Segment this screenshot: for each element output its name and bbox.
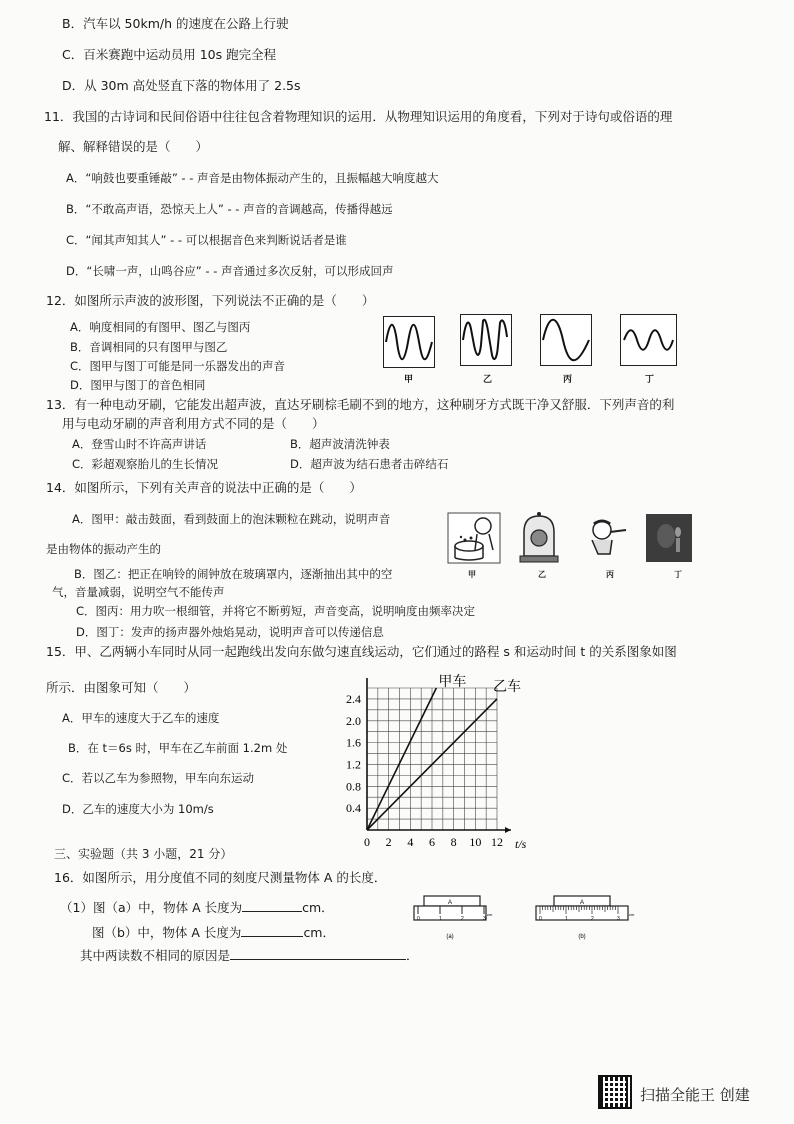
q15-stem-line1: 15．甲、乙两辆小车同时从同一起跑线出发向东做匀速直线运动，它们通过的路程 s 和运动时间 t 的关系图象如图 bbox=[46, 644, 677, 659]
q11-option-c: C．“闻其声知其人” - - 可以根据音色来判断说话者是谁 bbox=[66, 233, 347, 247]
distance-time-chart bbox=[322, 672, 534, 854]
q14-option-a-line2: 是由物体的振动产生的 bbox=[46, 542, 161, 556]
waveform-yi bbox=[460, 314, 512, 366]
picture-label-yi: 乙 bbox=[538, 570, 546, 579]
q14-option-c: C．图丙：用力吹一根细管，并将它不断剪短，声音变高，说明响度由频率决定 bbox=[76, 604, 476, 618]
q16-part1-c-text: 其中两读数不相同的原因是 bbox=[80, 948, 231, 963]
q15-stem-line2: 所示．由图象可知（ ） bbox=[46, 680, 197, 695]
q11-stem-line2: 解、解释错误的是（ ） bbox=[58, 139, 209, 154]
q12-option-b: B．音调相同的只有图甲与图乙 bbox=[70, 340, 228, 354]
q13-stem-line1: 13．有一种电动牙刷，它能发出超声波，直达牙刷棕毛刷不到的地方，这种刷牙方式既干净又舒服．下列声音的利 bbox=[46, 397, 675, 412]
waveform-bing bbox=[540, 314, 592, 366]
x-axis-arrow bbox=[505, 827, 511, 833]
qr-code-icon bbox=[598, 1075, 632, 1109]
q16-part1-c bbox=[80, 947, 419, 964]
ruler-a-label: A bbox=[447, 900, 453, 906]
q13-option-b: B．超声波清洗钟表 bbox=[290, 437, 390, 451]
y-tick-label: 2.0 bbox=[346, 713, 361, 728]
x-tick-label: 4 bbox=[407, 835, 414, 849]
y-tick-label: 1.2 bbox=[346, 757, 361, 772]
q16-part1-c-end: ． bbox=[406, 948, 419, 963]
waveform-jia bbox=[383, 316, 435, 368]
scanner-watermark: 扫描全能王 创建 bbox=[640, 1086, 750, 1104]
q14-option-a-line1: A．图甲：敲击鼓面，看到鼓面上的泡沫颗粒在跳动，说明声音 bbox=[72, 512, 391, 526]
series-label-jia-car: 甲车 bbox=[438, 674, 467, 690]
q11-option-d: D．“长啸一声，山鸣谷应” - - 声音通过多次反射，可以形成回声 bbox=[66, 264, 394, 278]
q11-stem-line1: 11．我国的古诗词和民间俗语中往往包含着物理知识的运用．从物理知识运用的角度看，下列对于诗句或俗语的理 bbox=[44, 109, 673, 124]
y-tick-label: 0.4 bbox=[346, 801, 361, 816]
series-line-jia-car bbox=[367, 688, 436, 830]
picture-label-bing: 丙 bbox=[606, 570, 614, 579]
q10-option-d: D．从 30m 高处竖直下落的物体用了 2.5s bbox=[62, 78, 301, 93]
picture-label-jia: 甲 bbox=[468, 570, 476, 579]
q16-answer-blank-a[interactable] bbox=[242, 899, 302, 912]
q12-option-a: A．响度相同的有图甲、图乙与图丙 bbox=[70, 320, 251, 334]
q16-part1-b-text: 图（b）中，物体 A 长度为 bbox=[92, 925, 242, 940]
ruler-a-tick-2: 2 bbox=[461, 916, 464, 922]
waveform-label-ding: 丁 bbox=[645, 375, 655, 385]
q16-answer-blank-b[interactable] bbox=[241, 924, 303, 937]
x-tick-label: 12 bbox=[491, 835, 503, 849]
ruler-b-caption: (b) bbox=[578, 934, 586, 940]
ruler-a-caption: (a) bbox=[446, 934, 454, 940]
x-tick-label: 0 bbox=[364, 835, 370, 849]
q16-part1-a-unit: cm． bbox=[302, 900, 334, 915]
picture-label-ding: 丁 bbox=[674, 570, 682, 579]
ruler-b-tick-0: 0 bbox=[539, 916, 542, 922]
waveform-label-yi: 乙 bbox=[483, 375, 493, 385]
x-tick-label: 6 bbox=[429, 835, 435, 849]
q10-option-c: C．百米赛跑中运动员用 10s 跑完全程 bbox=[62, 47, 277, 62]
q16-part1-a-text: （1）图（a）中，物体 A 长度为 bbox=[60, 900, 243, 915]
q14-stem: 14．如图所示，下列有关声音的说法中正确的是（ ） bbox=[46, 480, 362, 495]
ruler-b-tick-1: 1 bbox=[565, 916, 568, 922]
speaker-candle-photo bbox=[646, 514, 692, 562]
q16-answer-blank-c[interactable] bbox=[230, 947, 406, 960]
ruler-a-tick-1: 1 bbox=[439, 916, 442, 922]
q16-part1-b-unit: cm． bbox=[303, 925, 335, 940]
y-tick-label: 1.6 bbox=[346, 735, 361, 750]
series-label-yi-car: 乙车 bbox=[493, 678, 521, 695]
q12-option-d: D．图甲与图丁的音色相同 bbox=[70, 378, 206, 392]
section-3-heading: 三、实验题（共 3 小题，21 分） bbox=[54, 847, 233, 861]
ruler-b-unit: cm bbox=[629, 912, 635, 917]
blowing-tube-illustration bbox=[588, 516, 628, 558]
q15-option-a: A．甲车的速度大于乙车的速度 bbox=[62, 711, 220, 725]
q16-part1-b bbox=[92, 924, 335, 941]
q15-option-b: B．在 t＝6s 时，甲车在乙车前面 1.2m 处 bbox=[68, 741, 288, 755]
waveform-label-jia: 甲 bbox=[404, 375, 414, 385]
bell-jar-illustration bbox=[518, 512, 560, 564]
q15-option-c: C．若以乙车为参照物，甲车向东运动 bbox=[62, 771, 255, 785]
q12-stem: 12．如图所示声波的波形图，下列说法不正确的是（ ） bbox=[46, 293, 375, 308]
y-tick-label: 2.4 bbox=[346, 691, 361, 706]
q14-option-b-line1: B．图乙：把正在响铃的闹钟放在玻璃罩内，逐渐抽出其中的空 bbox=[74, 567, 393, 581]
q13-stem-line2: 用与电动牙刷的声音利用方式不同的是（ ） bbox=[62, 416, 325, 431]
ruler-b-tick-2: 2 bbox=[591, 916, 594, 922]
ruler-b-label: A bbox=[579, 900, 585, 906]
q10-option-b: B．汽车以 50km/h 的速度在公路上行驶 bbox=[62, 16, 289, 31]
q16-part1-a bbox=[60, 899, 334, 916]
ruler-a-tick-3: 3 bbox=[483, 916, 486, 922]
ruler-b-tick-3: 3 bbox=[617, 916, 620, 922]
ruler-a-tick-0: 0 bbox=[417, 916, 420, 922]
y-tick-label: 0.8 bbox=[346, 779, 361, 794]
q13-option-c: C．彩超观察胎儿的生长情况 bbox=[72, 457, 219, 471]
x-tick-label: 2 bbox=[385, 835, 392, 849]
x-tick-label: 8 bbox=[450, 835, 457, 849]
ruler-a-unit: cm bbox=[487, 912, 493, 917]
q15-option-d: D．乙车的速度大小为 10m/s bbox=[62, 802, 214, 816]
waveform-label-bing: 丙 bbox=[563, 375, 573, 385]
x-tick-label: 10 bbox=[469, 835, 482, 849]
q14-option-b-line2: 气，音量减弱，说明空气不能传声 bbox=[52, 585, 225, 599]
q11-option-b: B．“不敢高声语，恐惊天上人” - - 声音的音调越高，传播得越远 bbox=[66, 202, 393, 216]
ruler-figure-b bbox=[532, 890, 638, 946]
q13-option-a: A．登雪山时不许高声讲话 bbox=[72, 437, 207, 451]
ruler-figure-a bbox=[410, 890, 496, 946]
q12-option-c: C．图甲与图丁可能是同一乐器发出的声音 bbox=[70, 359, 286, 373]
q11-option-a: A．“响鼓也要重锤敲” - - 声音是由物体振动产生的，且振幅越大响度越大 bbox=[66, 171, 439, 185]
waveform-ding bbox=[620, 314, 677, 366]
q13-option-d: D．超声波为结石患者击碎结石 bbox=[290, 457, 449, 471]
q16-stem: 16．如图所示，用分度值不同的刻度尺测量物体 A 的长度． bbox=[54, 870, 387, 885]
drum-experiment-illustration bbox=[447, 512, 501, 564]
x-axis-label: t/s bbox=[515, 837, 527, 851]
q14-option-d: D．图丁：发声的扬声器外烛焰晃动，说明声音可以传递信息 bbox=[76, 625, 384, 639]
